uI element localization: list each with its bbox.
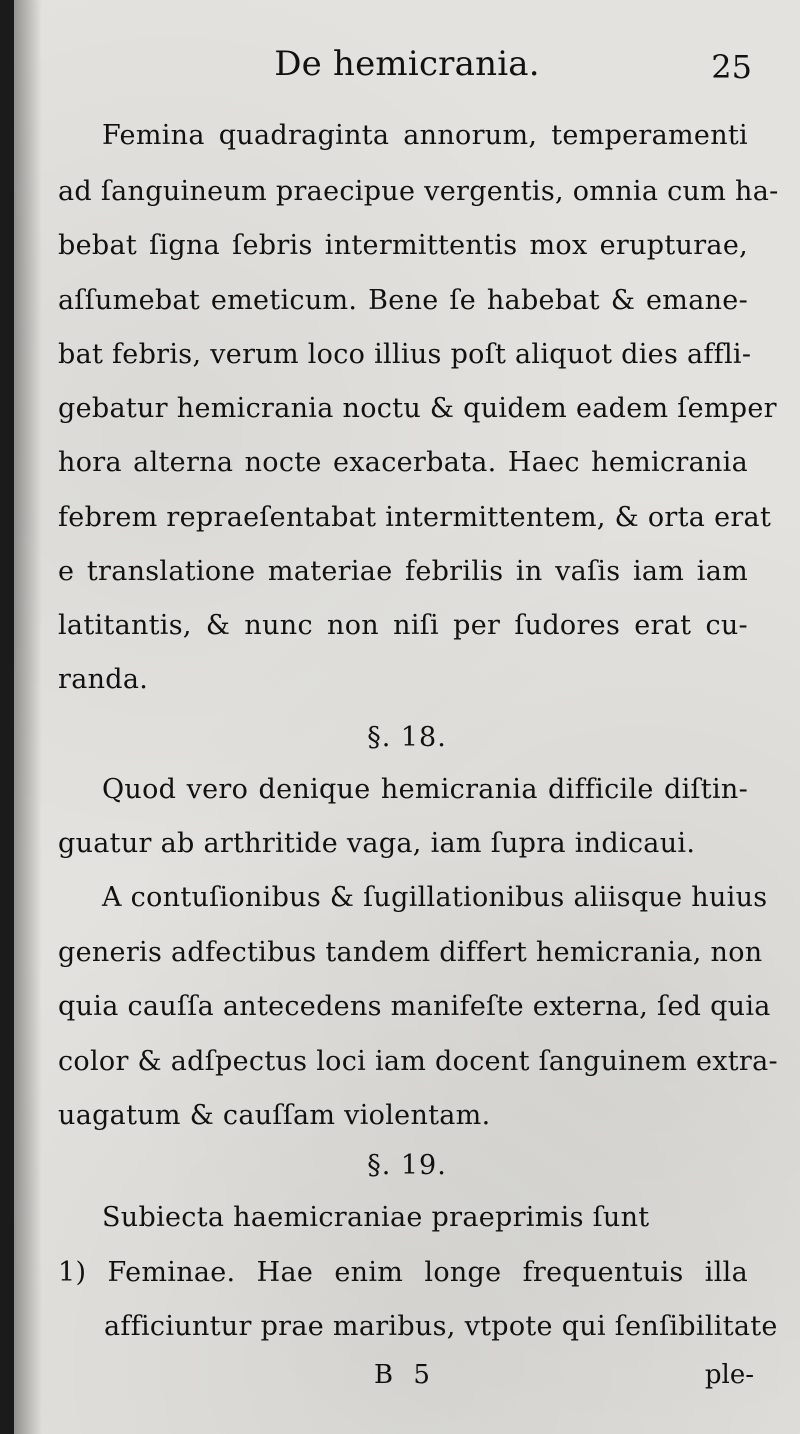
text-line: quia cauſſa antecedens manifeſte externa, ſed quia [58,991,771,1022]
text-line: A contuſionibus & ſugillationibus aliisque huius [102,882,768,913]
section-heading: §. 18. [367,722,447,753]
text-line: 1) Feminae. Hae enim longe frequentuis illa [58,1257,748,1288]
running-title: De hemicrania. [274,44,540,84]
text-line: randa. [58,664,149,695]
text-line: Femina quadraginta annorum, temperamenti [102,120,748,151]
text-line: hora alterna nocte exacerbata. Haec hemicrania [58,447,748,478]
text-line: Quod vero denique hemicrania difficile diſtin- [102,774,748,805]
text-line: bat febris, verum loco illius poſt aliquot dies affli- [58,339,752,370]
text-line: aſſumebat emeticum. Bene ſe habebat & emane- [58,285,748,316]
text-line: generis adfectibus tandem differt hemicrania, non [58,937,763,968]
page-footer [14,1360,800,1400]
text-line: ad ſanguineum praecipue vergentis, omnia cum ha- [58,176,779,207]
section-heading: §. 19. [367,1150,447,1181]
text-line: bebat ſigna ſebris intermittentis mox erupturae, [58,230,748,261]
text-line: guatur ab arthritide vaga, iam ſupra indicaui. [58,828,696,859]
text-line: uagatum & cauſſam violentam. [58,1100,491,1131]
text-line: color & adſpectus loci iam docent ſanguinem extra- [58,1046,778,1077]
book-page [14,0,800,1434]
text-line: latitantis, & nunc non niſi per ſudores erat cu- [58,610,748,641]
text-line: febrem repraeſentabat intermittentem, & orta erat [58,502,772,533]
catchword: ple- [704,1360,754,1390]
signature-mark: B 5 [374,1360,436,1390]
page-number: 25 [711,48,752,86]
text-line: gebatur hemicrania noctu & quidem eadem ſemper [58,393,777,424]
text-line: Subiecta haemicraniae praeprimis ſunt [102,1202,650,1233]
text-line: e translatione materiae febrilis in vaſis iam iam [58,556,748,587]
text-line: afficiuntur prae maribus, vtpote qui ſenſibilitate [104,1311,778,1342]
running-head [14,44,800,92]
